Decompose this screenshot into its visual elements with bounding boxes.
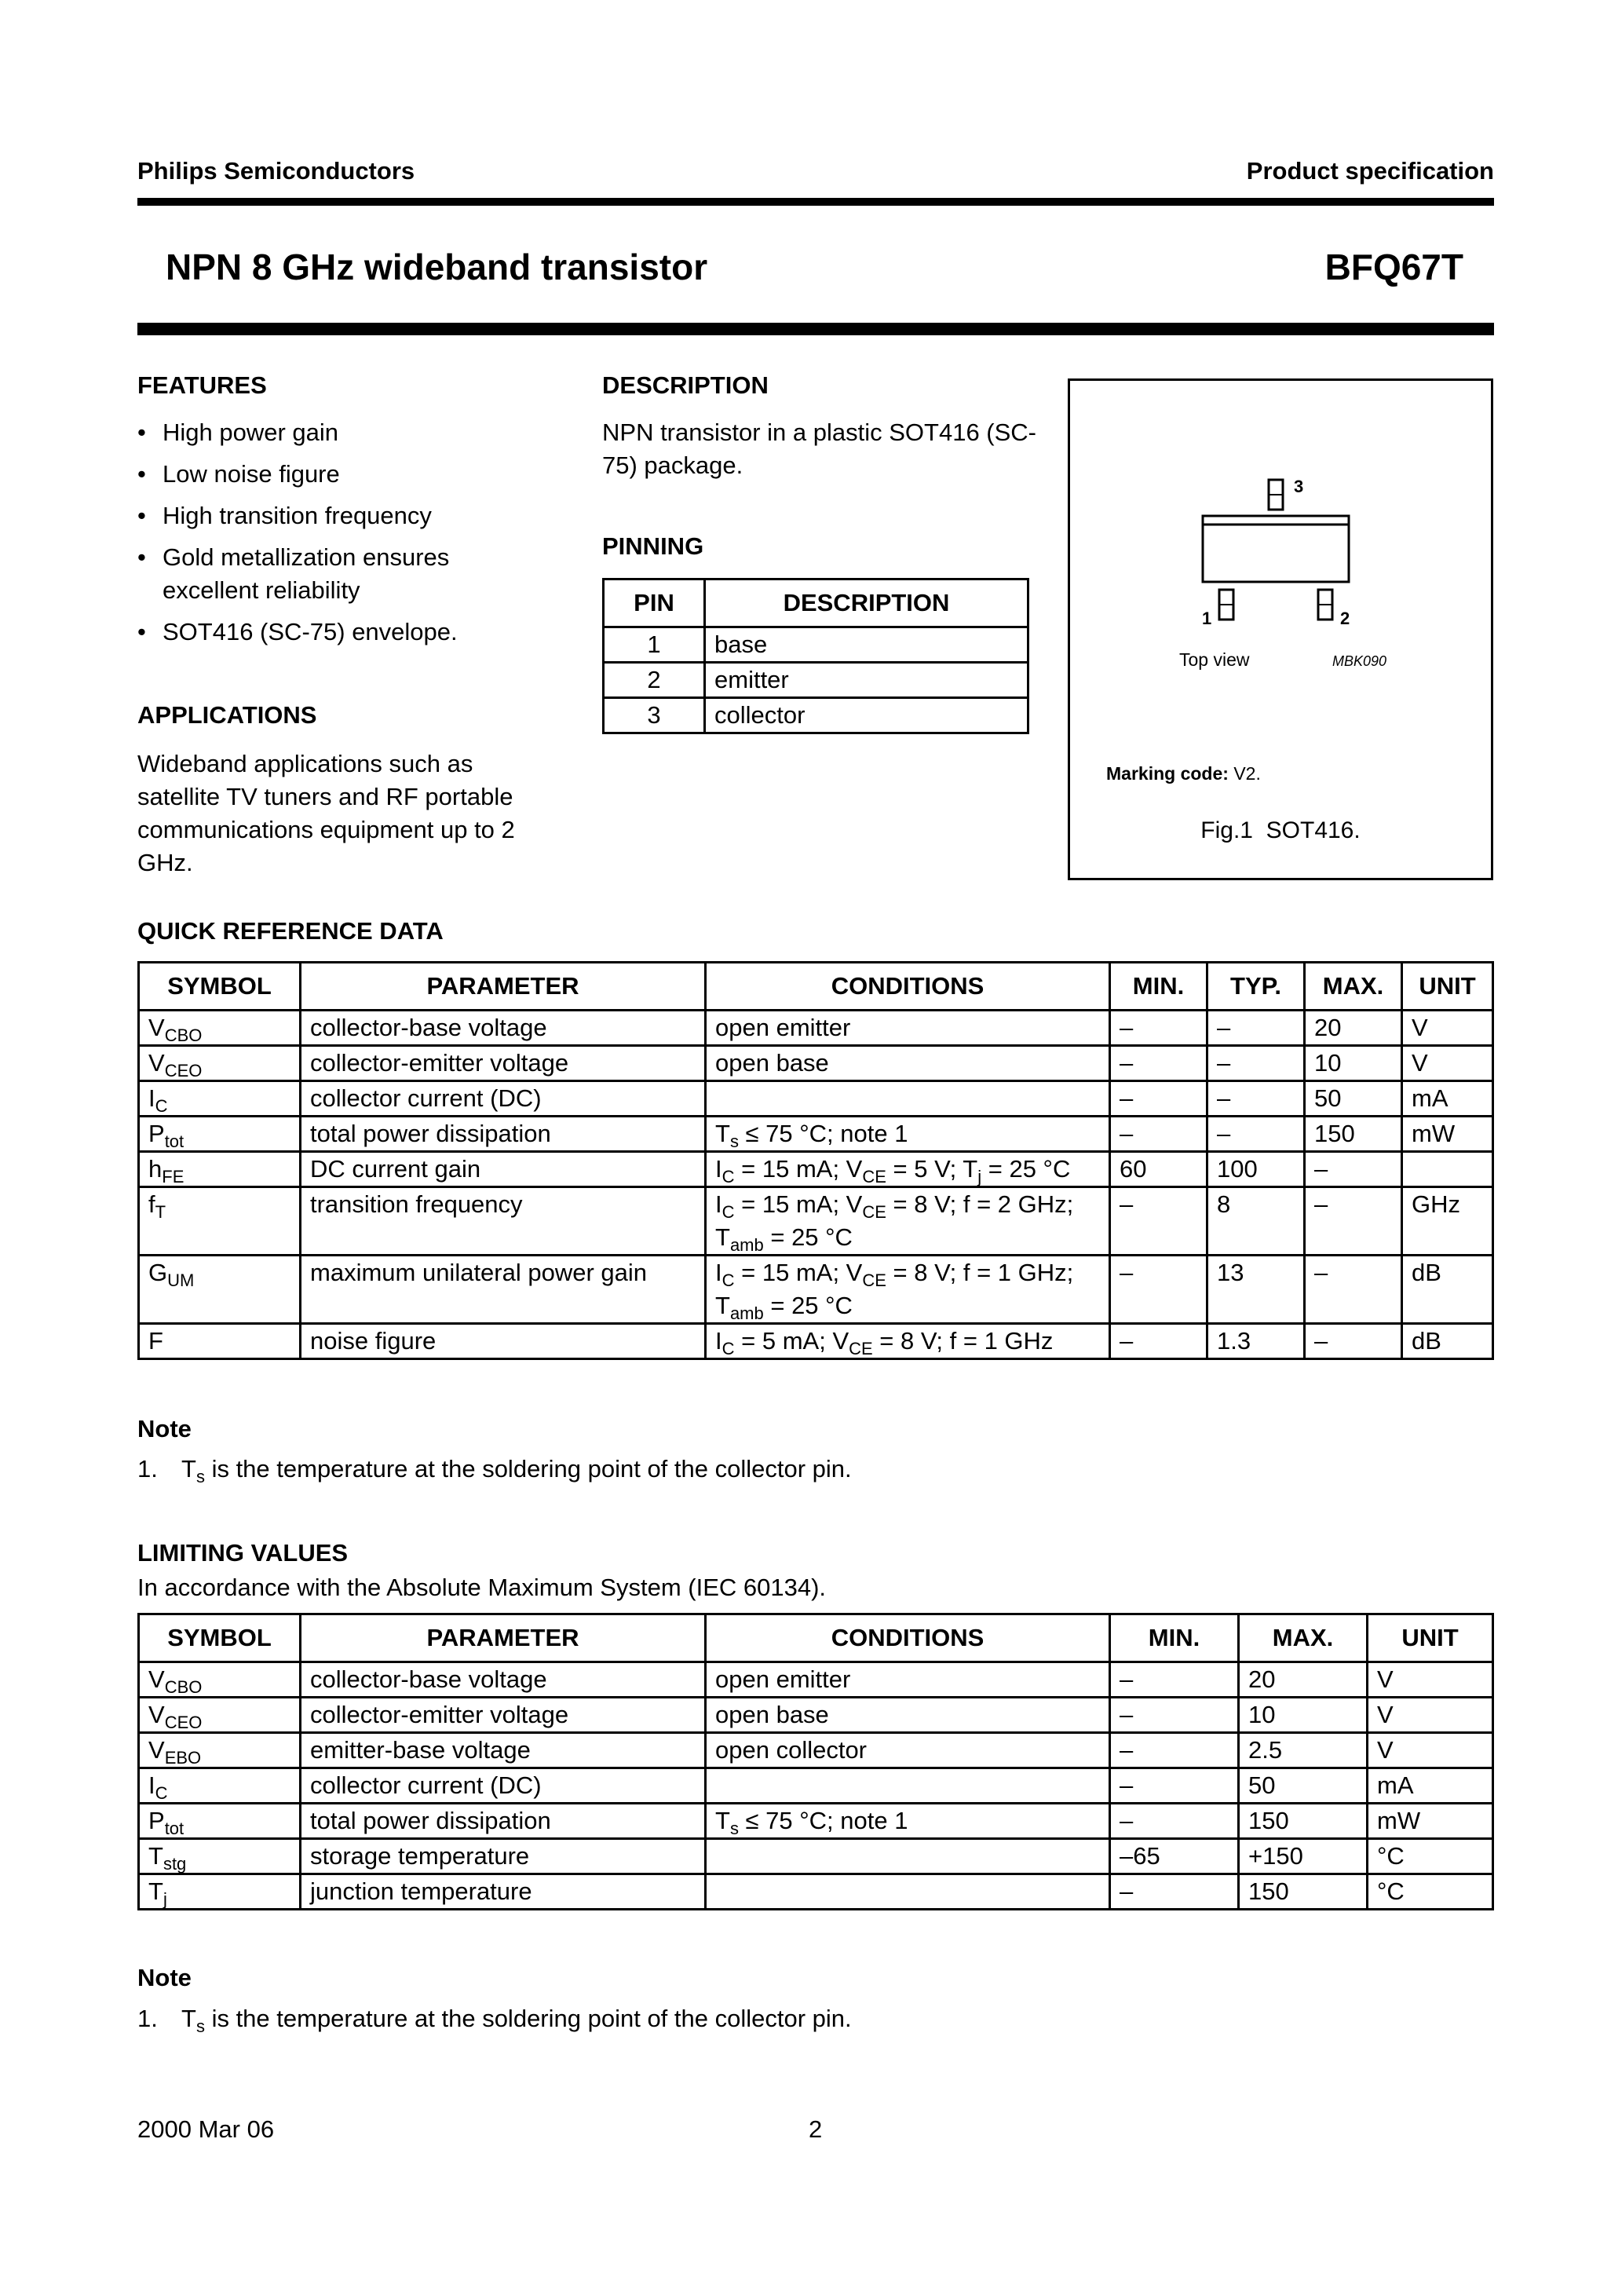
- table-row: [139, 1768, 1493, 1804]
- conditions-cell: [706, 1839, 1110, 1874]
- symbol-cell: [139, 1698, 301, 1733]
- conditions-cell: [706, 1324, 1110, 1359]
- pin-row: [604, 698, 1028, 733]
- company-name: Philips Semiconductors: [137, 157, 415, 185]
- symbol-cell: [139, 1662, 301, 1698]
- max-cell: 20: [1239, 1662, 1368, 1698]
- parameter-cell: noise figure: [301, 1324, 706, 1359]
- features-list: [137, 416, 530, 657]
- note-number: 1.: [137, 1455, 158, 1483]
- min-cell: –65: [1110, 1839, 1239, 1874]
- typ-cell: 8: [1207, 1187, 1305, 1256]
- conditions-cell: [706, 1662, 1110, 1698]
- unit-cell: mA: [1368, 1768, 1493, 1804]
- min-cell: –: [1110, 1256, 1207, 1324]
- conditions-cell: [706, 1733, 1110, 1768]
- qr-col-min: MIN.: [1110, 963, 1207, 1011]
- unit-cell: V: [1402, 1046, 1493, 1081]
- package-figure: [1068, 378, 1493, 880]
- typ-cell: 13: [1207, 1256, 1305, 1324]
- condition-symbol-sub: C: [721, 1270, 735, 1290]
- conditions-cell: [706, 1187, 1110, 1256]
- parameter-cell: maximum unilateral power gain: [301, 1256, 706, 1324]
- symbol-sub: UM: [167, 1270, 195, 1290]
- note-number: 1.: [137, 2005, 158, 2032]
- condition-symbol: T: [715, 1292, 730, 1319]
- note-text: is the temperature at the soldering point of the collector pin.: [211, 2005, 852, 2032]
- condition-symbol-sub: amb: [729, 1235, 764, 1255]
- parameter-cell: transition frequency: [301, 1187, 706, 1256]
- unit-cell: GHz: [1402, 1187, 1493, 1256]
- symbol-cell: [139, 1324, 301, 1359]
- max-cell: 2.5: [1239, 1733, 1368, 1768]
- applications-heading: APPLICATIONS: [137, 701, 317, 729]
- qr-col-unit: UNIT: [1402, 963, 1493, 1011]
- symbol: h: [148, 1155, 163, 1183]
- min-cell: –: [1110, 1117, 1207, 1152]
- description-text: NPN transistor in a plastic SOT416 (SC-75) package.: [602, 419, 1037, 479]
- feature-item: • Gold metallization ensures excellent reliability: [137, 541, 530, 607]
- table-row: [139, 1804, 1493, 1839]
- typ-cell: –: [1207, 1046, 1305, 1081]
- condition-symbol: V: [846, 1190, 863, 1218]
- min-cell: –: [1110, 1804, 1239, 1839]
- pin-description: emitter: [705, 663, 1028, 698]
- pin-row: [604, 663, 1028, 698]
- symbol: T: [148, 1842, 163, 1870]
- lv-col-max: MAX.: [1239, 1614, 1368, 1662]
- symbol-sub: tot: [164, 1132, 184, 1151]
- unit-cell: °C: [1368, 1839, 1493, 1874]
- condition-text: open emitter: [715, 1665, 851, 1693]
- figure-ref: MBK090: [1332, 653, 1387, 669]
- typ-cell: 100: [1207, 1152, 1305, 1187]
- condition-text: = 25 °C: [763, 1223, 853, 1251]
- typ-cell: –: [1207, 1081, 1305, 1117]
- conditions-cell: [706, 1011, 1110, 1046]
- min-cell: –: [1110, 1662, 1239, 1698]
- condition-symbol: V: [846, 1155, 863, 1183]
- conditions-cell: [706, 1874, 1110, 1910]
- unit-cell: V: [1402, 1011, 1493, 1046]
- symbol: P: [148, 1807, 165, 1834]
- max-cell: 10: [1239, 1698, 1368, 1733]
- condition-text: = 15 mA;: [734, 1259, 846, 1286]
- condition-text: ≤ 75 °C; note 1: [738, 1120, 908, 1147]
- note-text: is the temperature at the soldering point of the collector pin.: [211, 1455, 852, 1483]
- symbol-cell: [139, 1046, 301, 1081]
- parameter-cell: DC current gain: [301, 1152, 706, 1187]
- desc-col-header: DESCRIPTION: [705, 579, 1028, 627]
- unit-cell: V: [1368, 1662, 1493, 1698]
- max-cell: –: [1305, 1152, 1402, 1187]
- table-row: [139, 1046, 1493, 1081]
- min-cell: –: [1110, 1698, 1239, 1733]
- condition-text: = 5 mA;: [734, 1327, 833, 1355]
- table-row: [139, 1187, 1493, 1256]
- condition-symbol-sub: CE: [849, 1339, 873, 1358]
- min-cell: –: [1110, 1768, 1239, 1804]
- min-cell: –: [1110, 1081, 1207, 1117]
- table-row: [139, 1152, 1493, 1187]
- figure-caption: Fig.1 SOT416.: [1200, 817, 1361, 843]
- pin-number: 2: [604, 663, 705, 698]
- parameter-cell: total power dissipation: [301, 1117, 706, 1152]
- max-cell: +150: [1239, 1839, 1368, 1874]
- condition-text: = 15 mA;: [734, 1155, 846, 1183]
- condition-symbol-sub: j: [977, 1167, 982, 1186]
- condition-text: = 15 mA;: [734, 1190, 846, 1218]
- table-row: [139, 1733, 1493, 1768]
- condition-symbol: V: [846, 1259, 863, 1286]
- table-row: [139, 1698, 1493, 1733]
- conditions-cell: [706, 1768, 1110, 1804]
- parameter-cell: collector-emitter voltage: [301, 1698, 706, 1733]
- unit-cell: °C: [1368, 1874, 1493, 1910]
- condition-symbol: T: [963, 1155, 978, 1183]
- symbol: V: [148, 1736, 165, 1764]
- page-title: NPN 8 GHz wideband transistor: [166, 247, 708, 287]
- pin-col-header: PIN: [604, 579, 705, 627]
- typ-cell: 1.3: [1207, 1324, 1305, 1359]
- condition-symbol-sub: CE: [862, 1202, 886, 1222]
- symbol-sub: CBO: [164, 1677, 203, 1697]
- symbol-sub: C: [155, 1096, 168, 1116]
- title-rule: [137, 323, 1494, 335]
- condition-text: ≤ 75 °C; note 1: [738, 1807, 908, 1834]
- table-row: [139, 1081, 1493, 1117]
- pinning-heading: PINNING: [602, 532, 704, 560]
- pin-number: 1: [604, 627, 705, 663]
- symbol-cell: [139, 1768, 301, 1804]
- table-row: [139, 1839, 1493, 1874]
- qr-col-conditions: CONDITIONS: [706, 963, 1110, 1011]
- condition-symbol-sub: C: [721, 1339, 735, 1358]
- parameter-cell: storage temperature: [301, 1839, 706, 1874]
- lv-col-parameter: PARAMETER: [301, 1614, 706, 1662]
- symbol-cell: [139, 1733, 301, 1768]
- symbol-cell: [139, 1804, 301, 1839]
- marking-label: Marking code:: [1106, 763, 1229, 784]
- limiting-heading: LIMITING VALUES: [137, 1539, 349, 1567]
- table-row: [139, 1874, 1493, 1910]
- footer-date: 2000 Mar 06: [137, 2115, 275, 2143]
- condition-text: = 8 V; f = 2 GHz;: [886, 1190, 1074, 1218]
- conditions-cell: [706, 1804, 1110, 1839]
- max-cell: 150: [1239, 1804, 1368, 1839]
- min-cell: –: [1110, 1187, 1207, 1256]
- pin-description: collector: [705, 698, 1028, 733]
- condition-text: = 25 °C: [763, 1292, 853, 1319]
- min-cell: –: [1110, 1011, 1207, 1046]
- note-symbol-sub: s: [195, 2016, 205, 2036]
- quick-ref-note-heading: Note: [137, 1415, 192, 1442]
- quick-ref-heading: QUICK REFERENCE DATA: [137, 917, 444, 945]
- symbol-sub: EBO: [164, 1748, 202, 1768]
- table-row: [139, 1324, 1493, 1359]
- unit-cell: [1402, 1152, 1493, 1187]
- symbol-sub: CBO: [164, 1026, 203, 1045]
- table-row: [139, 1256, 1493, 1324]
- lv-col-min: MIN.: [1110, 1614, 1239, 1662]
- conditions-cell: [706, 1081, 1110, 1117]
- condition-text: = 25 °C: [981, 1155, 1071, 1183]
- symbol-sub: C: [155, 1783, 168, 1803]
- limiting-note-heading: Note: [137, 1964, 192, 1991]
- limiting-subheading: In accordance with the Absolute Maximum System (IEC 60134).: [137, 1574, 827, 1601]
- note-symbol: T: [181, 1455, 196, 1483]
- symbol-cell: [139, 1187, 301, 1256]
- note-symbol: T: [181, 2005, 196, 2032]
- symbol: V: [148, 1049, 165, 1077]
- condition-symbol-sub: CE: [862, 1167, 886, 1186]
- pin3-label: 3: [1294, 477, 1304, 496]
- condition-symbol: V: [832, 1327, 849, 1355]
- spec-type: Product specification: [1246, 157, 1494, 185]
- min-cell: –: [1110, 1046, 1207, 1081]
- conditions-cell: [706, 1117, 1110, 1152]
- table-row: [139, 1117, 1493, 1152]
- condition-symbol-sub: CE: [862, 1270, 886, 1290]
- symbol-cell: [139, 1081, 301, 1117]
- qr-col-symbol: SYMBOL: [139, 963, 301, 1011]
- symbol: T: [148, 1877, 163, 1905]
- condition-symbol: I: [715, 1190, 722, 1218]
- condition-text: open base: [715, 1701, 829, 1728]
- pin1-label: 1: [1202, 609, 1212, 628]
- conditions-cell: [706, 1046, 1110, 1081]
- symbol: V: [148, 1014, 165, 1041]
- symbol-sub: FE: [162, 1167, 184, 1186]
- feature-item: • High transition frequency: [137, 499, 530, 532]
- typ-cell: –: [1207, 1117, 1305, 1152]
- limiting-note: [137, 2002, 852, 2035]
- pinning-table: [602, 578, 1029, 734]
- max-cell: 50: [1305, 1081, 1402, 1117]
- condition-symbol-sub: amb: [729, 1303, 764, 1323]
- condition-text: open collector: [715, 1736, 868, 1764]
- lv-col-unit: UNIT: [1368, 1614, 1493, 1662]
- symbol: I: [148, 1771, 155, 1799]
- min-cell: 60: [1110, 1152, 1207, 1187]
- condition-symbol: T: [715, 1807, 730, 1834]
- lv-col-conditions: CONDITIONS: [706, 1614, 1110, 1662]
- max-cell: 50: [1239, 1768, 1368, 1804]
- parameter-cell: collector current (DC): [301, 1081, 706, 1117]
- symbol-sub: CEO: [164, 1061, 203, 1080]
- condition-text: = 8 V; f = 1 GHz;: [886, 1259, 1074, 1286]
- pin-number: 3: [604, 698, 705, 733]
- page-number: 2: [809, 2115, 823, 2143]
- header-rule: [137, 198, 1494, 206]
- symbol-sub: T: [155, 1202, 166, 1222]
- description-heading: DESCRIPTION: [602, 371, 769, 399]
- min-cell: –: [1110, 1733, 1239, 1768]
- max-cell: 20: [1305, 1011, 1402, 1046]
- symbol: G: [148, 1259, 168, 1286]
- max-cell: –: [1305, 1324, 1402, 1359]
- max-cell: 150: [1305, 1117, 1402, 1152]
- parameter-cell: collector current (DC): [301, 1768, 706, 1804]
- unit-cell: dB: [1402, 1324, 1493, 1359]
- condition-symbol-sub: C: [721, 1167, 735, 1186]
- symbol-sub: tot: [164, 1819, 184, 1838]
- symbol-sub: j: [163, 1889, 167, 1909]
- symbol-cell: [139, 1256, 301, 1324]
- symbol-cell: [139, 1011, 301, 1046]
- marking-code: [1106, 763, 1261, 784]
- min-cell: –: [1110, 1324, 1207, 1359]
- feature-item: • SOT416 (SC-75) envelope.: [137, 616, 530, 649]
- symbol: f: [148, 1190, 155, 1218]
- conditions-cell: [706, 1698, 1110, 1733]
- condition-text: = 8 V; f = 1 GHz: [872, 1327, 1054, 1355]
- conditions-cell: [706, 1152, 1110, 1187]
- unit-cell: mA: [1402, 1081, 1493, 1117]
- qr-col-parameter: PARAMETER: [301, 963, 706, 1011]
- symbol: P: [148, 1120, 165, 1147]
- marking-value: V2.: [1233, 763, 1261, 784]
- symbol: F: [148, 1327, 163, 1355]
- symbol-cell: [139, 1117, 301, 1152]
- note-symbol-sub: s: [195, 1467, 205, 1486]
- feature-item: • Low noise figure: [137, 458, 530, 491]
- condition-symbol: I: [715, 1259, 722, 1286]
- max-cell: –: [1305, 1256, 1402, 1324]
- condition-text: open emitter: [715, 1014, 851, 1041]
- symbol-sub: CEO: [164, 1713, 203, 1732]
- max-cell: –: [1305, 1187, 1402, 1256]
- condition-symbol: I: [715, 1155, 722, 1183]
- quick-ref-table: [137, 961, 1494, 1360]
- symbol: V: [148, 1665, 165, 1693]
- condition-symbol-sub: C: [721, 1202, 735, 1222]
- pin2-label: 2: [1340, 609, 1350, 628]
- applications-text: Wideband applications such as satellite TV tuners and RF portable communications equipment up to 2 GHz.: [137, 750, 515, 876]
- pin-description: base: [705, 627, 1028, 663]
- condition-symbol: I: [715, 1327, 722, 1355]
- min-cell: –: [1110, 1874, 1239, 1910]
- condition-text: open base: [715, 1049, 829, 1077]
- typ-cell: –: [1207, 1011, 1305, 1046]
- symbol: V: [148, 1701, 165, 1728]
- parameter-cell: total power dissipation: [301, 1804, 706, 1839]
- condition-symbol-sub: s: [729, 1819, 739, 1838]
- max-cell: 150: [1239, 1874, 1368, 1910]
- part-number: BFQ67T: [1324, 247, 1463, 287]
- condition-symbol: T: [715, 1120, 730, 1147]
- parameter-cell: collector-emitter voltage: [301, 1046, 706, 1081]
- condition-symbol-sub: s: [729, 1132, 739, 1151]
- symbol-cell: [139, 1152, 301, 1187]
- quick-ref-note: [137, 1453, 852, 1486]
- limiting-table: [137, 1613, 1494, 1910]
- table-row: [139, 1011, 1493, 1046]
- parameter-cell: collector-base voltage: [301, 1662, 706, 1698]
- condition-text: = 5 V;: [886, 1155, 963, 1183]
- parameter-cell: collector-base voltage: [301, 1011, 706, 1046]
- unit-cell: V: [1368, 1733, 1493, 1768]
- symbol-cell: [139, 1839, 301, 1874]
- sot416-outline-drawing: [1070, 381, 1491, 878]
- pin-row: [604, 627, 1028, 663]
- parameter-cell: emitter-base voltage: [301, 1733, 706, 1768]
- max-cell: 10: [1305, 1046, 1402, 1081]
- symbol-cell: [139, 1874, 301, 1910]
- parameter-cell: junction temperature: [301, 1874, 706, 1910]
- qr-col-max: MAX.: [1305, 963, 1402, 1011]
- unit-cell: mW: [1368, 1804, 1493, 1839]
- lv-col-symbol: SYMBOL: [139, 1614, 301, 1662]
- qr-col-typ: TYP.: [1207, 963, 1305, 1011]
- symbol-sub: stg: [163, 1854, 187, 1874]
- condition-symbol: T: [715, 1223, 730, 1251]
- unit-cell: mW: [1402, 1117, 1493, 1152]
- feature-item: • High power gain: [137, 416, 530, 449]
- symbol: I: [148, 1084, 155, 1112]
- unit-cell: dB: [1402, 1256, 1493, 1324]
- features-heading: FEATURES: [137, 371, 267, 399]
- top-view-label: Top view: [1179, 649, 1250, 670]
- conditions-cell: [706, 1256, 1110, 1324]
- table-row: [139, 1662, 1493, 1698]
- unit-cell: V: [1368, 1698, 1493, 1733]
